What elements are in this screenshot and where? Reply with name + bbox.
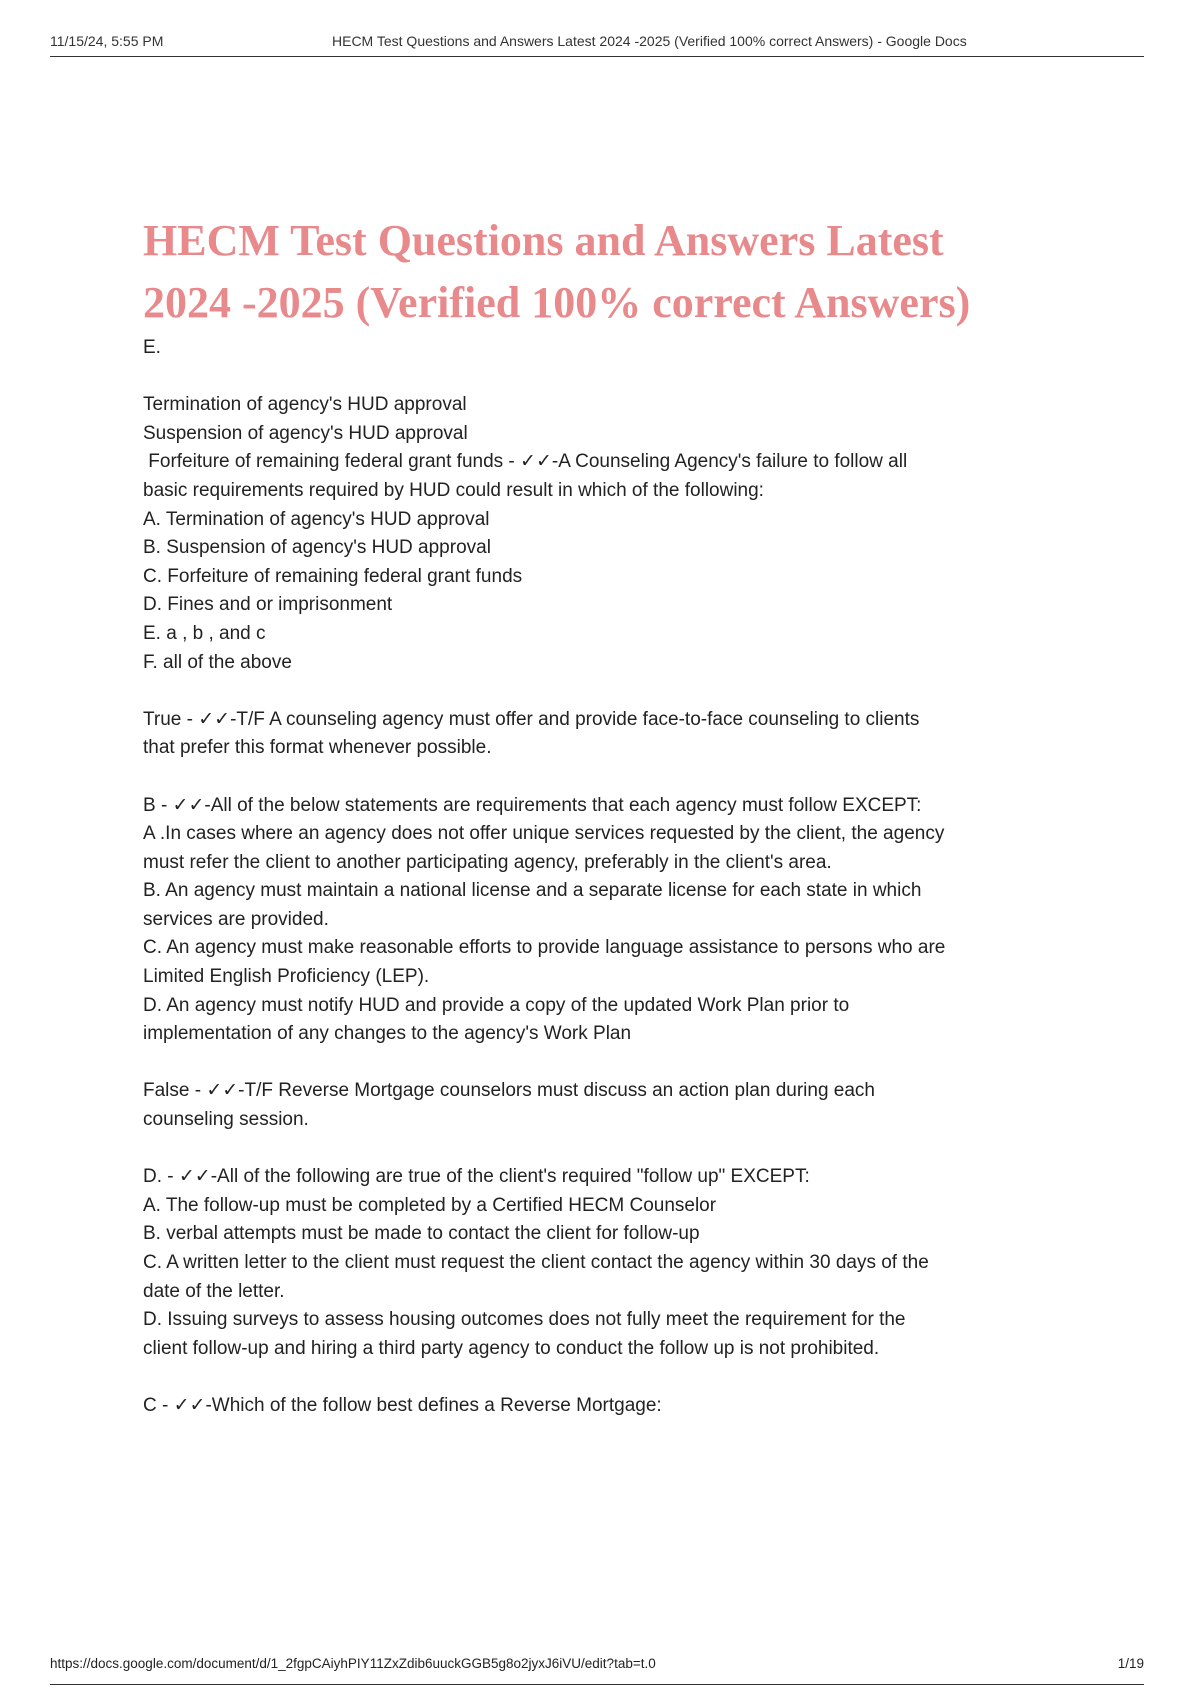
text-line: Suspension of agency's HUD approval [143,422,468,444]
document-text [143,334,1063,1421]
page-number: 1/19 [1117,1656,1144,1671]
text-line: B. verbal attempts must be made to contact the client for follow-up [143,1223,700,1245]
print-timestamp: 11/15/24, 5:55 PM [50,33,164,49]
text-line: date of the letter. [143,1280,285,1302]
text-line: D. An agency must notify HUD and provide a copy of the updated Work Plan prior to [143,994,850,1016]
text-line: client follow-up and hiring a third party agency to conduct the follow up is not prohibited. [143,1337,880,1359]
document-title-line-1: HECM Test Questions and Answers Latest [143,216,944,265]
text-line: False - ✓✓-T/F Reverse Mortgage counselors must discuss an action plan during each [143,1080,875,1102]
paragraph-spacer [143,1363,1063,1392]
print-header [50,30,1144,57]
text-line: B - ✓✓-All of the below statements are requirements that each agency must follow EXCEPT: [143,794,922,816]
text-line: A. Termination of agency's HUD approval [143,508,490,530]
text-line: D. - ✓✓-All of the following are true of the client's required "follow up" EXCEPT: [143,1166,810,1188]
text-line: C. An agency must make reasonable efforts to provide language assistance to persons who are [143,937,946,959]
text-line: must refer the client to another participating agency, preferably in the client's area. [143,851,832,873]
print-url: https://docs.google.com/document/d/1_2fgpCAiyhPIY11ZxZdib6uuckGGB5g8o2jyxJ6iVU/edit?tab=t.0 [50,1656,656,1671]
paragraph-spacer [143,763,1063,792]
print-document-title: HECM Test Questions and Answers Latest 2024 -2025 (Verified 100% correct Answers) - Google Docs [332,33,967,49]
text-line: that prefer this format whenever possible. [143,737,492,759]
text-line: C - ✓✓-Which of the follow best defines a Reverse Mortgage: [143,1394,662,1416]
document-title-line-2: 2024 -2025 (Verified 100% correct Answers) [143,278,971,327]
paragraph-spacer [143,363,1063,392]
print-footer [50,1654,1144,1685]
text-line: C. A written letter to the client must request the client contact the agency within 30 days of the [143,1252,929,1273]
text-line: counseling session. [143,1109,309,1131]
text-line: D. Fines and or imprisonment [143,594,393,616]
paragraph-spacer [143,1049,1063,1078]
text-line: Limited English Proficiency (LEP). [143,966,430,988]
paragraph-spacer [143,1135,1063,1164]
text-line: Forfeiture of remaining federal grant funds - ✓✓-A Counseling Agency's failure to follow all [143,451,908,473]
text-line: E. [143,337,161,358]
document-title [143,210,1063,334]
text-line: F. all of the above [143,651,292,673]
text-line: B. An agency must maintain a national license and a separate license for each state in which [143,880,922,902]
text-line: A .In cases where an agency does not offer unique services requested by the client, the agency [143,823,945,845]
text-line: basic requirements required by HUD could result in which of the following: [143,479,764,501]
text-line: A. The follow-up must be completed by a Certified HECM Counselor [143,1194,717,1216]
text-line: B. Suspension of agency's HUD approval [143,537,491,559]
text-line: services are provided. [143,908,329,930]
paragraph-spacer [143,677,1063,706]
text-line: E. a , b , and c [143,622,266,644]
text-line: Termination of agency's HUD approval [143,394,467,416]
text-line: D. Issuing surveys to assess housing outcomes does not fully meet the requirement for the [143,1309,906,1331]
text-line: True - ✓✓-T/F A counseling agency must offer and provide face-to-face counseling to clients [143,708,920,730]
document-body [143,210,1063,1421]
text-line: implementation of any changes to the agency's Work Plan [143,1023,632,1045]
text-line: C. Forfeiture of remaining federal grant funds [143,565,523,587]
